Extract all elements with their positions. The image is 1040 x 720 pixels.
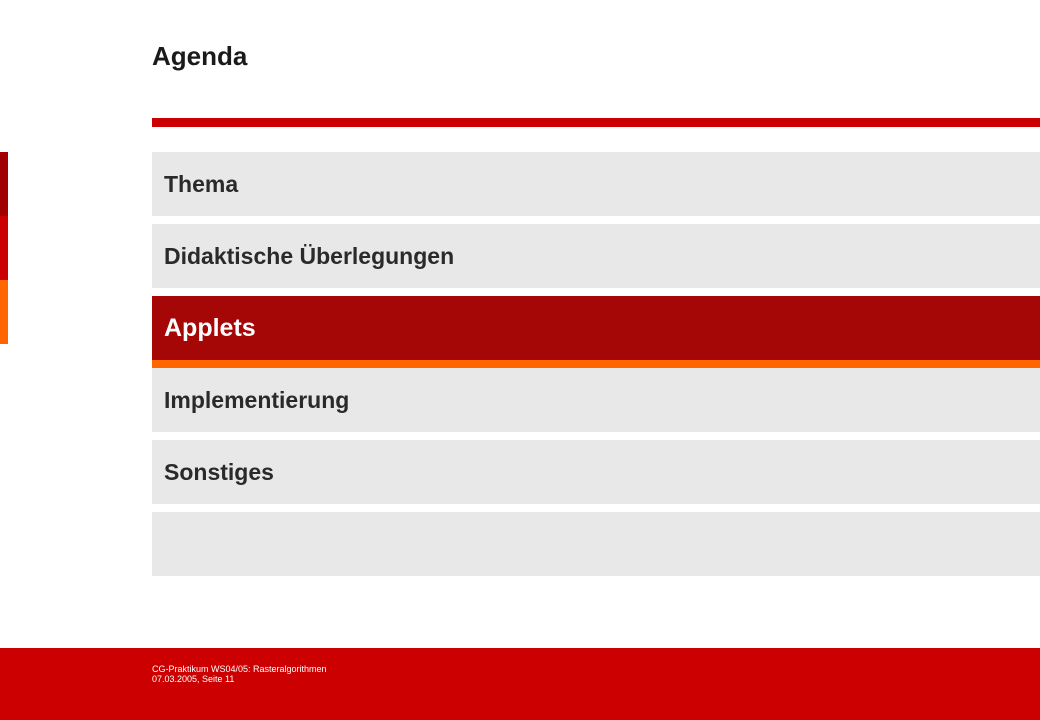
footer-course-title: CG-Praktikum WS04/05: Rasteralgorithmen xyxy=(152,664,327,674)
side-marker-red xyxy=(0,216,8,280)
agenda-item-label: Applets xyxy=(164,313,256,342)
page-title: Agenda xyxy=(152,41,248,71)
side-marker-orange xyxy=(0,280,8,344)
footer-bar xyxy=(0,648,1040,720)
agenda-item-label: Thema xyxy=(164,170,239,197)
agenda-item-empty xyxy=(152,512,1040,576)
agenda-item-thema[interactable] xyxy=(152,152,1040,216)
agenda-item-label: Implementierung xyxy=(164,386,350,413)
side-marker-dark-red xyxy=(0,152,8,216)
agenda-item-applets-active[interactable] xyxy=(152,296,1040,368)
agenda-item-sonstiges[interactable] xyxy=(152,440,1040,504)
title-divider xyxy=(152,118,1040,127)
footer-date-page: 07.03.2005, Seite 11 xyxy=(152,674,235,684)
footer-text xyxy=(152,664,327,684)
agenda-item-label: Didaktische Überlegungen xyxy=(164,242,455,269)
agenda-item-didaktische-ueberlegungen[interactable] xyxy=(152,224,1040,288)
agenda-item-label: Sonstiges xyxy=(164,458,274,485)
agenda-item-implementierung[interactable] xyxy=(152,368,1040,432)
